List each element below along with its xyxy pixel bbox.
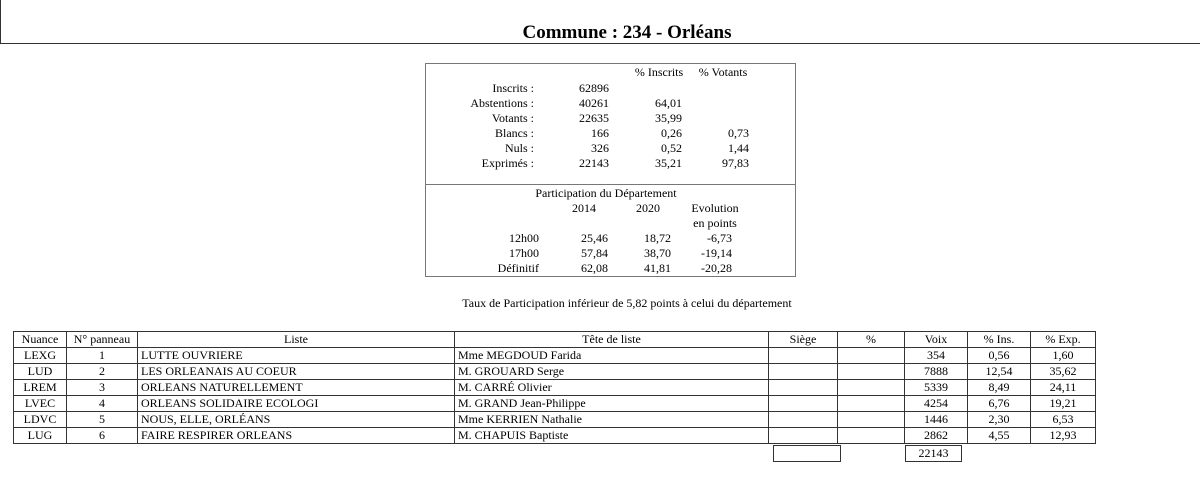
cell-pct-exp: 6,53: [1031, 412, 1096, 428]
summary-label: Abstentions :: [470, 96, 534, 110]
cell-panneau: 2: [67, 364, 138, 380]
summary-box: [425, 63, 796, 185]
cell-siege: [769, 380, 838, 396]
table-row: [14, 364, 1096, 380]
participation-2020-value: 18,72: [644, 231, 671, 245]
results-table: [13, 331, 1096, 444]
cell-voix: 1446: [905, 412, 968, 428]
summary-pct-inscrits: 0,26: [661, 126, 682, 140]
participation-note: Taux de Participation inférieur de 5,82 points à celui du département: [462, 296, 792, 310]
header-pct: %: [838, 332, 905, 348]
cell-pct-ins: 2,30: [968, 412, 1031, 428]
cell-pct-exp: 1,60: [1031, 348, 1096, 364]
cell-voix: 354: [905, 348, 968, 364]
cell-pct-ins: 6,76: [968, 396, 1031, 412]
header-liste: Liste: [138, 332, 455, 348]
participation-evolution-value: -19,14: [701, 246, 732, 260]
participation-2020-value: 41,81: [644, 261, 671, 275]
cell-siege: [769, 348, 838, 364]
summary-value: 22635: [579, 111, 609, 125]
summary-value: 62896: [579, 81, 609, 95]
cell-tete: Mme KERRIEN Nathalie: [455, 412, 769, 428]
summary-label: Votants :: [491, 111, 534, 125]
header-nuance: Nuance: [14, 332, 67, 348]
summary-label: Exprimés :: [481, 156, 534, 170]
header-tete-de-liste: Tête de liste: [455, 332, 769, 348]
summary-value: 166: [591, 126, 609, 140]
cell-nuance: LVEC: [14, 396, 67, 412]
cell-panneau: 5: [67, 412, 138, 428]
cell-panneau: 3: [67, 380, 138, 396]
table-row: [14, 380, 1096, 396]
header-voix: Voix: [905, 332, 968, 348]
header-pct-ins: % Ins.: [968, 332, 1031, 348]
summary-value: 22143: [579, 156, 609, 170]
summary-pct-inscrits: 35,99: [655, 111, 682, 125]
cell-voix: 2862: [905, 428, 968, 444]
cell-pct-exp: 12,93: [1031, 428, 1096, 444]
page-title: Commune : 234 - Orléans: [522, 22, 732, 43]
participation-row-label: 17h00: [509, 246, 539, 260]
cell-liste: LUTTE OUVRIERE: [138, 348, 455, 364]
cell-voix: 5339: [905, 380, 968, 396]
summary-pct-votants: 1,44: [728, 141, 749, 155]
participation-row-label: Définitif: [497, 261, 539, 275]
cell-voix: 4254: [905, 396, 968, 412]
table-row: [14, 348, 1096, 364]
participation-heading: Participation du Département: [535, 186, 677, 200]
cell-pct: [838, 364, 905, 380]
cell-panneau: 1: [67, 348, 138, 364]
participation-row-label: 12h00: [509, 231, 539, 245]
cell-liste: FAIRE RESPIRER ORLEANS: [138, 428, 455, 444]
participation-2014-value: 62,08: [581, 261, 608, 275]
cell-tete: M. GROUARD Serge: [455, 364, 769, 380]
evolution-header-sub: en points: [693, 216, 737, 230]
summary-label: Inscrits :: [492, 81, 534, 95]
header-siege: Siège: [769, 332, 838, 348]
cell-tete: M. CARRÉ Olivier: [455, 380, 769, 396]
cell-pct-ins: 8,49: [968, 380, 1031, 396]
table-row: [14, 396, 1096, 412]
cell-siege: [769, 396, 838, 412]
cell-nuance: LDVC: [14, 412, 67, 428]
cell-pct: [838, 348, 905, 364]
summary-pct-inscrits: 64,01: [655, 96, 682, 110]
cell-tete: M. GRAND Jean-Philippe: [455, 396, 769, 412]
participation-evolution-value: -6,73: [707, 231, 732, 245]
summary-label: Blancs :: [495, 126, 534, 140]
cell-pct: [838, 396, 905, 412]
participation-2020-value: 38,70: [644, 246, 671, 260]
cell-nuance: LUD: [14, 364, 67, 380]
summary-pct-inscrits: 35,21: [655, 156, 682, 170]
cell-pct-ins: 4,55: [968, 428, 1031, 444]
header-pct-exp: % Exp.: [1031, 332, 1096, 348]
cell-liste: ORLEANS NATURELLEMENT: [138, 380, 455, 396]
cell-pct-ins: 12,54: [968, 364, 1031, 380]
cell-pct: [838, 412, 905, 428]
table-row: [14, 412, 1096, 428]
cell-nuance: LEXG: [14, 348, 67, 364]
year-2014-header: 2014: [572, 201, 596, 215]
participation-box: [425, 184, 796, 277]
cell-pct-exp: 24,11: [1031, 380, 1096, 396]
table-row: [14, 428, 1096, 444]
cell-pct-ins: 0,56: [968, 348, 1031, 364]
cell-liste: LES ORLEANAIS AU COEUR: [138, 364, 455, 380]
cell-panneau: 6: [67, 428, 138, 444]
cell-siege: [769, 364, 838, 380]
col-header-pct-inscrits: % Inscrits: [634, 65, 684, 79]
evolution-header: Evolution: [691, 201, 739, 215]
results-header-row: [14, 332, 1096, 348]
total-voix: 22143: [905, 445, 962, 462]
summary-value: 326: [591, 141, 609, 155]
participation-2014-value: 57,84: [581, 246, 608, 260]
cell-pct-exp: 19,21: [1031, 396, 1096, 412]
cell-siege: [769, 412, 838, 428]
cell-pct: [838, 380, 905, 396]
summary-label: Nuls :: [504, 141, 534, 155]
cell-pct: [838, 428, 905, 444]
participation-evolution-value: -20,28: [701, 261, 732, 275]
cell-tete: M. CHAPUIS Baptiste: [455, 428, 769, 444]
col-header-pct-votants: % Votants: [698, 65, 748, 79]
summary-value: 40261: [579, 96, 609, 110]
cell-voix: 7888: [905, 364, 968, 380]
summary-pct-inscrits: 0,52: [661, 141, 682, 155]
cell-liste: NOUS, ELLE, ORLÉANS: [138, 412, 455, 428]
cell-tete: Mme MEGDOUD Farida: [455, 348, 769, 364]
cell-nuance: LREM: [14, 380, 67, 396]
participation-2014-value: 25,46: [581, 231, 608, 245]
total-siege: [773, 445, 841, 462]
summary-pct-votants: 97,83: [722, 156, 749, 170]
cell-panneau: 4: [67, 396, 138, 412]
cell-pct-exp: 35,62: [1031, 364, 1096, 380]
header-panneau: N° panneau: [67, 332, 138, 348]
cell-siege: [769, 428, 838, 444]
cell-nuance: LUG: [14, 428, 67, 444]
summary-pct-votants: 0,73: [728, 126, 749, 140]
cell-liste: ORLEANS SOLIDAIRE ECOLOGI: [138, 396, 455, 412]
year-2020-header: 2020: [636, 201, 660, 215]
